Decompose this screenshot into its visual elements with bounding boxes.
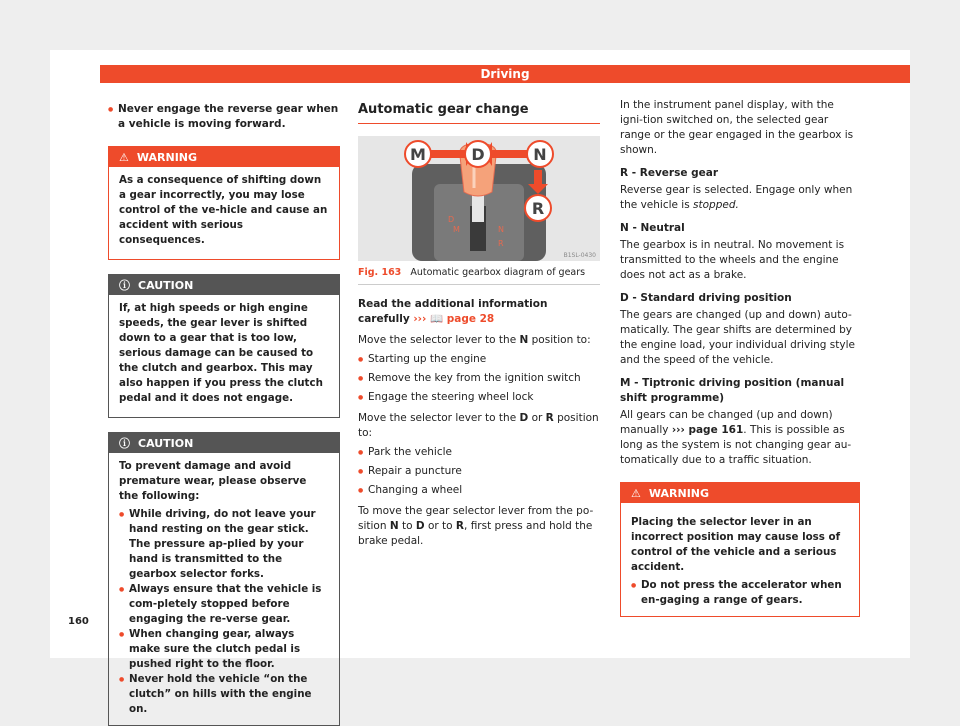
move-d: D [415,520,425,532]
m-text-b: . This is possible as long as the system is not changing gear au-tomatically due to a traffic situation. [620,424,852,466]
list-item: ● Never hold the vehicle “on the clutch” on hills with the engine on. [119,672,329,717]
gate-m: M [453,225,460,234]
m-text-a: All gears can be changed (up and down) manually [620,409,833,436]
n-intro-b: N [519,334,529,346]
dr-intro-b: D [519,412,529,424]
figure-caption-text: Automatic gearbox diagram of gears [410,267,586,278]
warning-triangle-icon: ⚠ [631,486,641,500]
label-m: M [410,145,426,164]
caution-box-1 [108,274,340,418]
section-header: Driving [100,65,910,83]
list-item: ● When changing gear, always make sure the clutch pedal is pushed right to the floor. [119,627,329,672]
book-icon: 📖 [430,313,444,325]
list-item: ● Changing a wheel [358,483,600,498]
warning-header [109,147,339,167]
d-heading: D - Standard driving position [620,292,792,304]
move-b: N [389,520,399,532]
read-more-page[interactable]: page 28 [446,313,495,325]
move-e: or to [427,520,453,532]
warning-label: WARNING [136,150,198,164]
label-r: R [531,199,545,218]
list-item: ● Remove the key from the ignition switch [358,371,600,386]
gate-r: R [498,239,504,248]
display-intro: In the instrument panel display, with the igni-tion switched on, the selected gear range or the gear engaged in the gearbox is shown. [620,99,854,156]
caution-label: CAUTION [138,436,194,450]
gate-n: N [498,225,504,234]
warning-box-1 [108,146,340,260]
list-item: ● Engage the steering wheel lock [358,390,600,405]
left-column [108,102,340,726]
dr-intro-e: position to: [358,412,599,439]
section-title: Automatic gear change [358,102,600,124]
list-item: ● While driving, do not leave your hand resting on the gear stick. The pressure ap-plied by your hand is transmitted to the gearbox selector forks. [119,507,329,582]
list-item: ● Park the vehicle [358,445,600,460]
list-item: ● Do not press the accelerator when en-gaging a range of gears. [631,578,849,608]
caution-circle-icon: ⓘ [119,278,130,292]
label-d: D [471,145,485,164]
read-more [358,297,600,327]
caution-text: If, at high speeds or high engine speeds, the gear lever is shifted down to a gear that is too low, serious damage can be caused to the clutch and gearbox. This may also happen if you press the clutch pedal and it does not engage. [119,302,323,404]
caution-box-2 [108,432,340,726]
list-item: ● Starting up the engine [358,352,600,367]
move-f: R [455,520,465,532]
figure-number: Fig. 163 [358,267,402,278]
move-c: to [402,520,413,532]
n-text: The gearbox is in neutral. No movement is transmitted to the wheels and the engine does not act as a brake. [620,239,845,281]
move-g: , first press and hold the brake pedal. [358,520,593,547]
m-text [620,408,860,468]
n-intro-c: position to: [531,334,591,346]
read-more-text: Read the additional information carefully [358,298,548,325]
n-heading: N - Neutral [620,222,685,234]
caution-header [109,275,339,295]
middle-column [358,102,600,549]
caution-circle-icon: ⓘ [119,436,130,450]
d-text: The gears are changed (up and down) auto-matically. The gear shifts are determined by the engine load, your individual driving style and the speed of the vehicle. [620,309,855,366]
move-a: To move the gear selector lever from the po-sition [358,505,594,532]
label-n: N [533,145,547,164]
right-column [620,98,860,617]
list-item: ● Always ensure that the vehicle is com-pletely stopped before engaging the re-verse gear. [119,582,329,627]
dr-intro-c: or [531,412,543,424]
dr-intro-a: Move the selector lever to the [358,412,517,424]
n-intro [358,333,600,348]
n-intro-a: Move the selector lever to the [358,334,517,346]
r-text-b: stopped. [693,199,739,211]
read-more-ref[interactable]: ››› [413,313,427,325]
warning-header [621,483,859,503]
move-instructions [358,504,600,549]
figure-code: B1SL-0430 [563,252,596,259]
caution-header [109,433,339,453]
page-number: 160 [68,616,89,627]
manual-page [50,50,910,715]
warning-text: As a consequence of shifting down a gear incorrectly, you may lose control of the ve-hicle and cause an accident with serious consequences. [119,174,328,246]
r-text [620,183,860,213]
gear-diagram [358,136,600,261]
caution-intro: To prevent damage and avoid premature wear, please observe the following: [119,460,307,502]
r-heading: R - Reverse gear [620,167,719,179]
m-text-ref[interactable]: ››› page 161 [671,424,744,436]
gate-d: D [448,215,455,224]
warning-text: Placing the selector lever in an incorrect position may cause loss of control of the vehicle and a serious accident. [631,516,841,573]
dr-intro [358,411,600,441]
intro-bullet: ● Never engage the reverse gear when a vehicle is moving forward. [108,102,340,132]
caution-label: CAUTION [138,278,194,292]
figure-caption [358,265,600,285]
r-text-a: Reverse gear is selected. Engage only when the vehicle is [620,184,853,211]
m-heading: M - Tiptronic driving position (manual shift programme) [620,377,845,404]
gear-diagram-svg [358,136,600,261]
dr-intro-d: R [545,412,554,424]
list-item: ● Repair a puncture [358,464,600,479]
warning-label: WARNING [648,486,710,500]
warning-box-2 [620,482,860,617]
warning-triangle-icon: ⚠ [119,150,129,164]
